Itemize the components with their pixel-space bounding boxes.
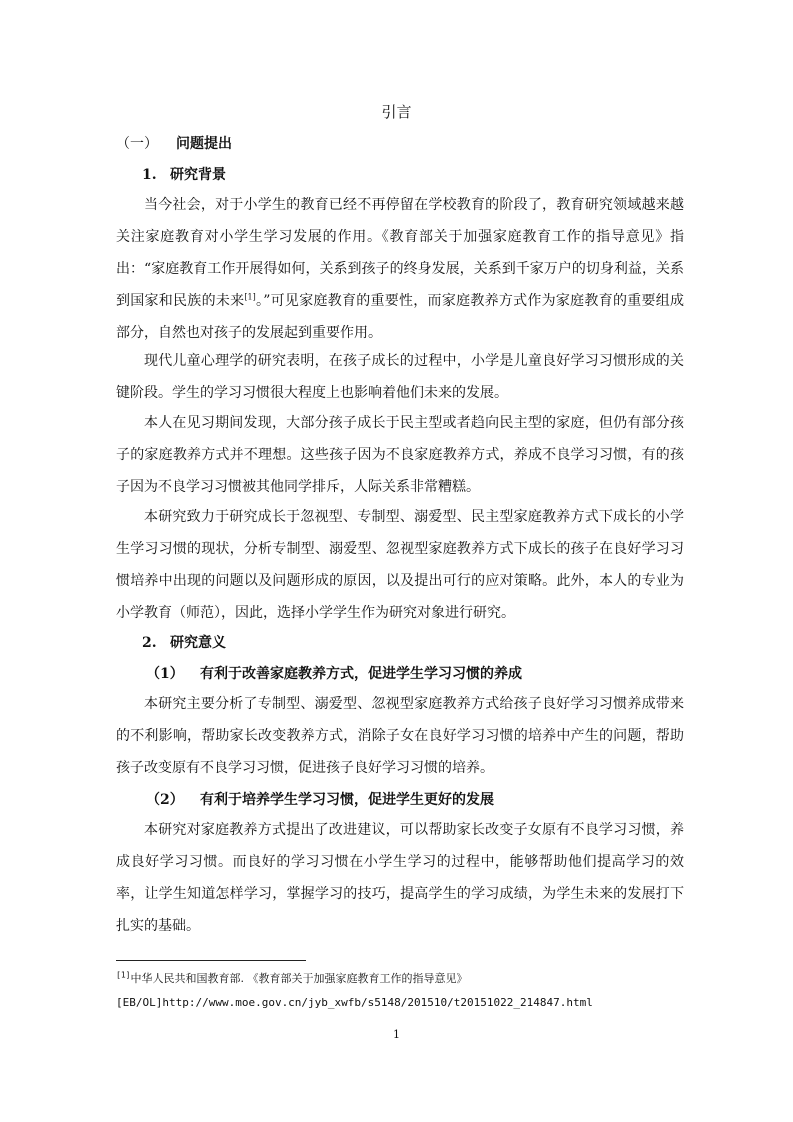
subsection-heading-significance — [142, 632, 226, 652]
subsection-label: 研究背景 — [170, 167, 226, 183]
footnote-ref[interactable]: [1] — [244, 292, 256, 302]
paragraph-text: 。”可见家庭教育的重要性，而家庭教养方式作为家庭教育的重要组成部分，自然也对孩子的发展起到重要作用。 — [116, 293, 685, 341]
subsection-label: 研究意义 — [170, 635, 226, 651]
point-number: （2） — [146, 792, 184, 808]
paragraph-text: 当今社会，对于小学生的教育已经不再停留在学校教育的阶段了，教育研究领域越来越关注家庭教育对小学生学习发展的作用。《教育部关于加强家庭教育工作的指导意见》指出：“家庭教育工作开展得如何，关系到孩子的终身发展，关系到千家万户的切身利益，关系到国家和民族的未来 — [116, 197, 684, 309]
paragraph-background-1 — [116, 189, 684, 349]
point-heading-2 — [146, 789, 494, 809]
footnote — [116, 967, 716, 1015]
paragraph-significance-1: 本研究主要分析了专制型、溺爱型、忽视型家庭教养方式给孩子良好学习习惯养成带来的不利影响，帮助家长改变教养方式，消除子女在良好学习习惯的培养中产生的问题，帮助孩子改变原有不良学习习惯，促进孩子良好学习习惯的培养。 — [116, 696, 684, 776]
subsection-number: 1. — [142, 167, 157, 183]
subsection-number: 2. — [142, 635, 157, 651]
section-heading-1 — [116, 133, 232, 153]
subsection-heading-background — [142, 164, 226, 184]
paragraph-significance-2: 本研究对家庭教养方式提出了改进建议，可以帮助家长改变子女原有不良学习习惯，养成良好学习习惯。而良好的学习习惯在小学生学习的过程中，能够帮助他们提高学习的效率，让学生知道怎样学习，掌握学习的技巧，提高学生的学习成绩，为学生未来的发展打下扎实的基础。 — [116, 822, 684, 934]
footnote-marker: [1] — [116, 970, 131, 980]
footnote-citation: 中华人民共和国教育部. 《教育部关于加强家庭教育工作的指导意见》 — [130, 972, 468, 985]
section-label: 问题提出 — [176, 136, 232, 152]
paragraph-background-4: 本研究致力于研究成长于忽视型、专制型、溺爱型、民主型家庭教养方式下成长的小学生学习习惯的现状，分析专制型、溺爱型、忽视型家庭教养方式下成长的孩子在良好学习习惯培养中出现的问题以及问题形成的原因，以及提出可行的应对策略。此外，本人的专业为小学教育（师范），因此，选择小学学生作为研究对象进行研究。 — [116, 509, 684, 621]
point-number: （1） — [146, 666, 184, 682]
point-label: 有利于改善家庭教养方式，促进学生学习习惯的养成 — [200, 666, 522, 682]
page-title: 引言 — [381, 103, 412, 121]
section-number: （一） — [116, 136, 158, 152]
paragraph-background-2: 现代儿童心理学的研究表明，在孩子成长的过程中，小学是儿童良好学习习惯形成的关键阶段。学生的学习习惯很大程度上也影响着他们未来的发展。 — [116, 353, 684, 401]
footnote-divider — [116, 960, 306, 961]
paragraph-background-3: 本人在见习期间发现，大部分孩子成长于民主型或者趋向民主型的家庭，但仍有部分孩子的家庭教养方式并不理想。这些孩子因为不良家庭教养方式，养成不良学习习惯，有的孩子因为不良学习习惯被其他同学排斥，人际关系非常糟糕。 — [116, 415, 684, 495]
point-label: 有利于培养学生学习习惯，促进学生更好的发展 — [200, 792, 494, 808]
footnote-url[interactable]: [EB/OL]http://www.moe.gov.cn/jyb_xwfb/s5148/201510/t20151022_214847.html — [116, 996, 593, 1009]
page-number: 1 — [393, 1028, 400, 1041]
point-heading-1 — [146, 663, 522, 683]
